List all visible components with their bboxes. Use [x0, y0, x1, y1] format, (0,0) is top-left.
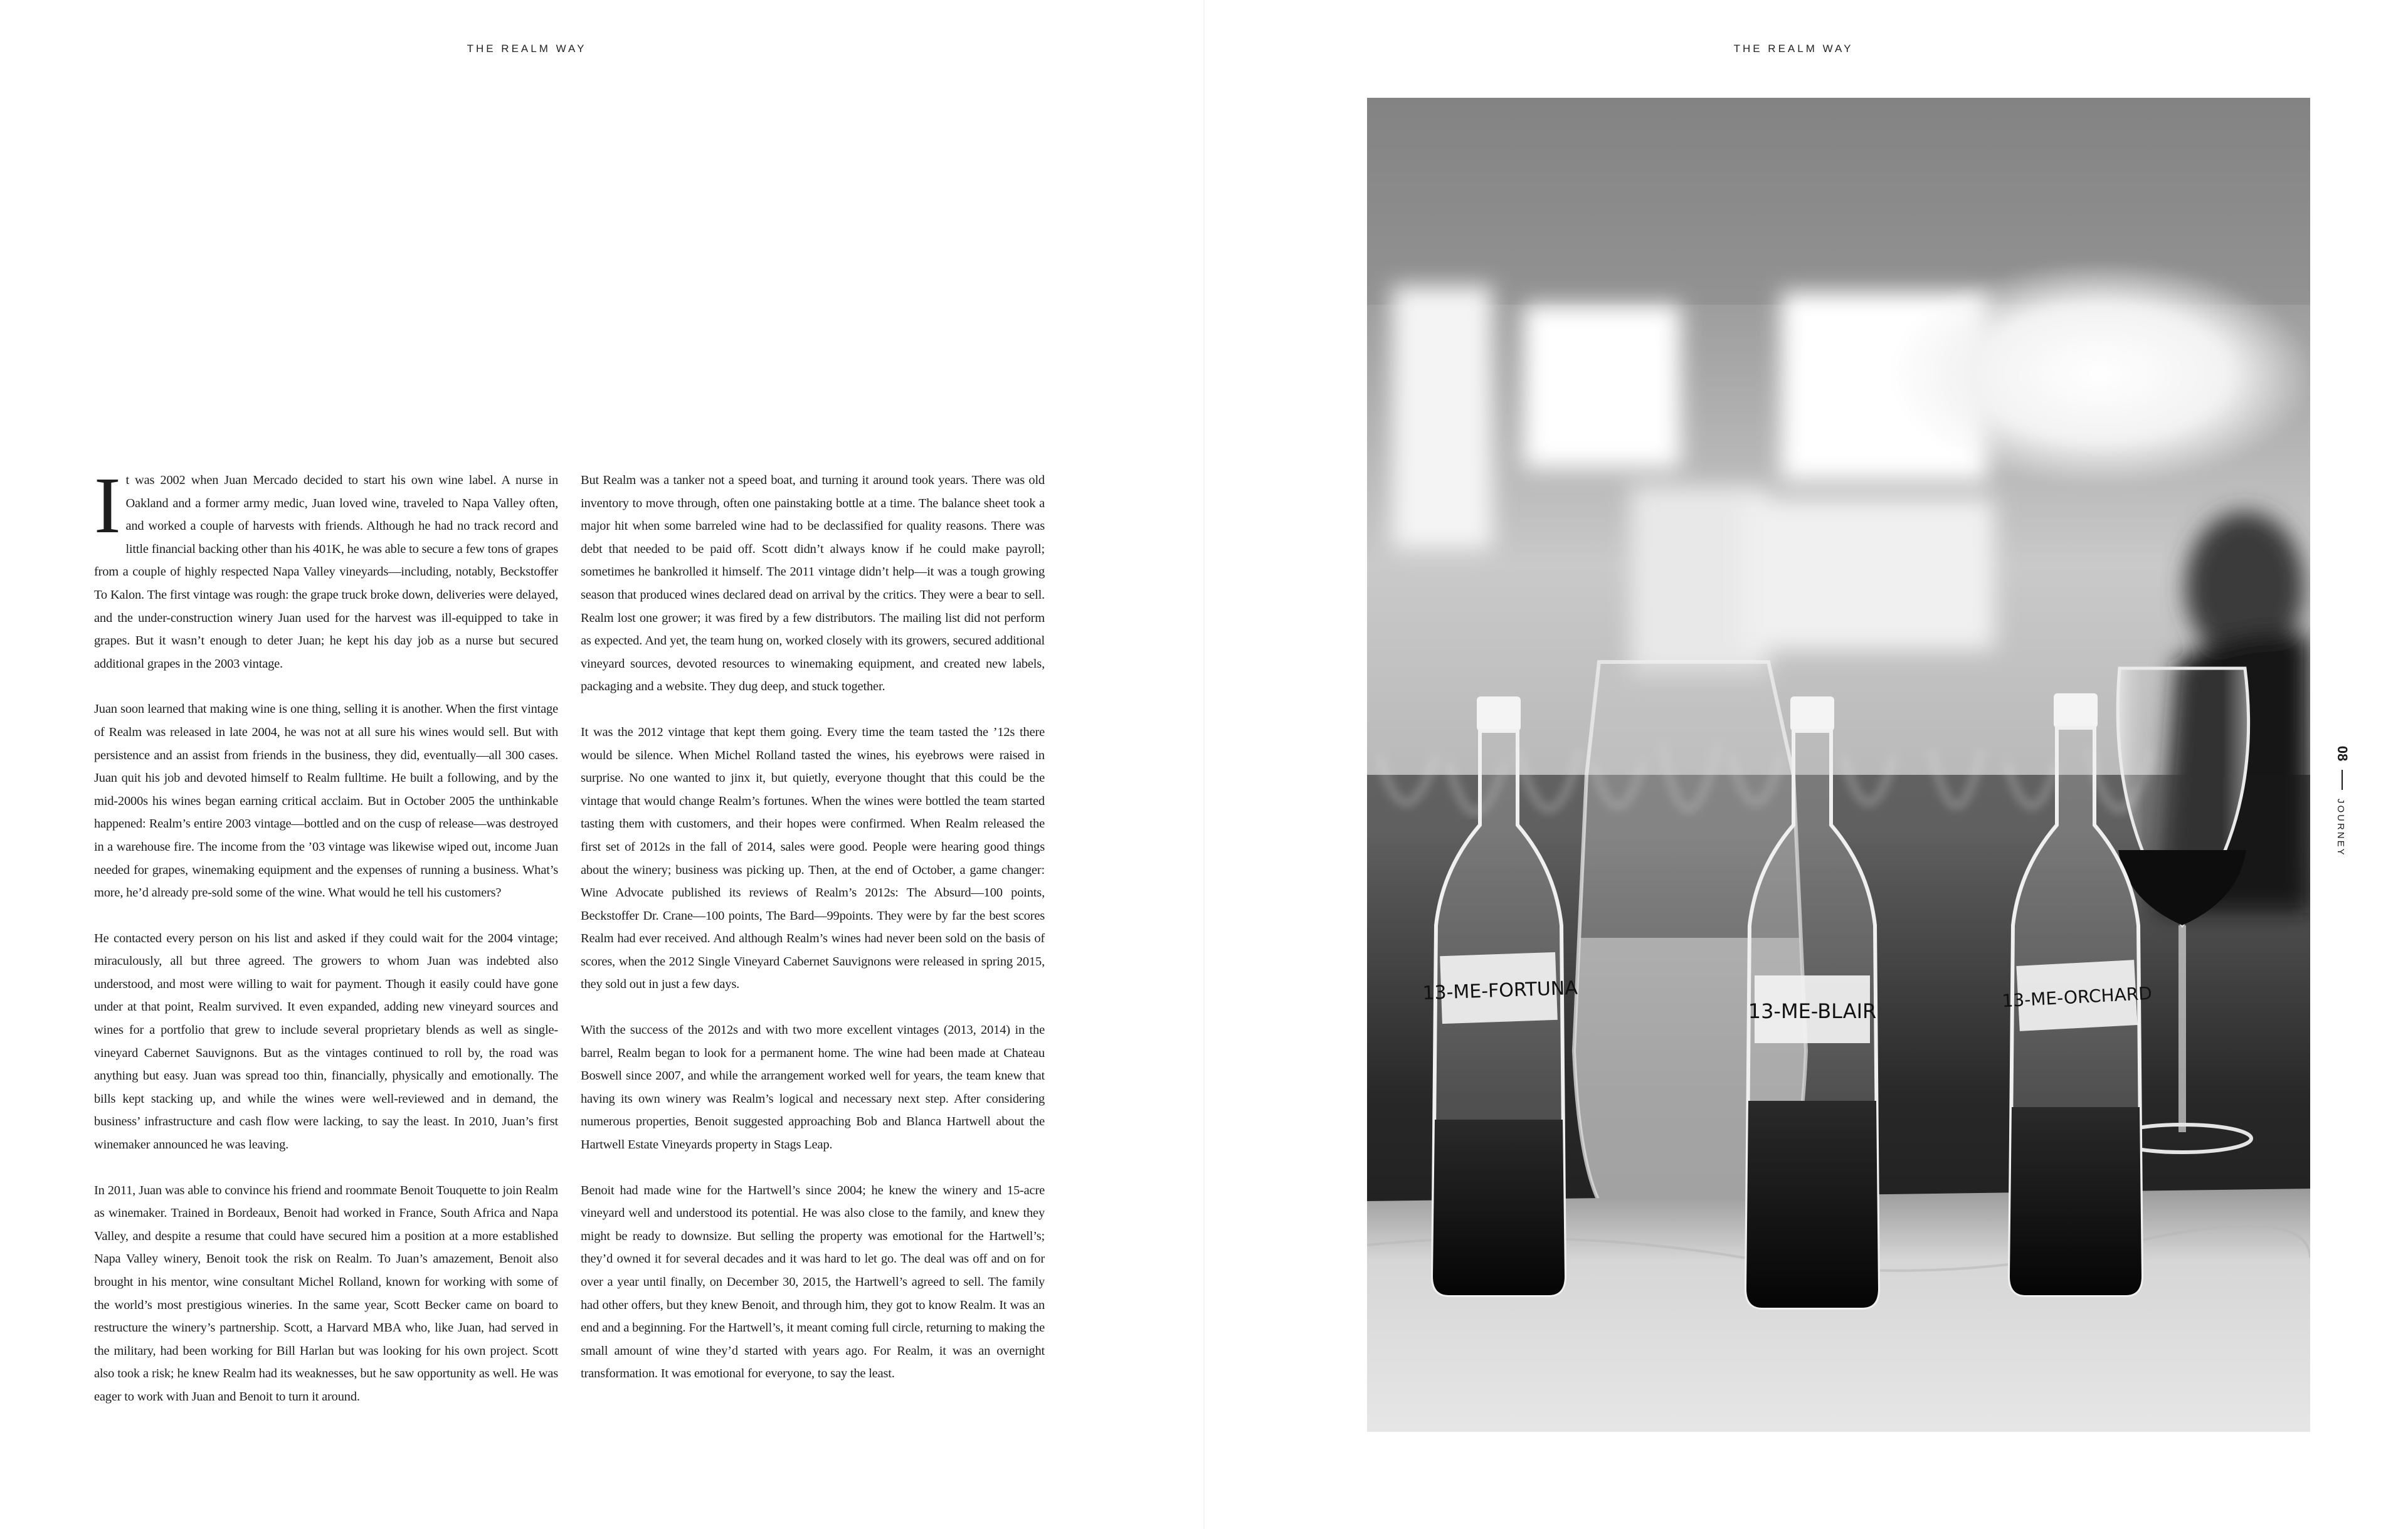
section-label: JOURNEY [2335, 799, 2346, 857]
drop-cap: I [94, 461, 121, 550]
article-paragraph: Benoit had made wine for the Hartwell’s since 2004; he knew the winery and 15-acre vineyard well and understood its potential. He was also close to the family, and knew they might be ready to downsize. But selling the property was emotional for the Hartwell’s; they’d owned it for several decades and it was hard to let go. The deal was off and on for over a year until finally, on December 30, 2015, the Hartwell’s agreed to sell. The family had other offers, but they knew Benoit, and through him, they got to know Realm. It was an end and a beginning. For the Hartwell’s, it meant coming full circle, returning to making the small amount of wine they’d started with years ago. For Realm, it was an overnight transformation. It was emotional for everyone, to say the least. [581, 1183, 1045, 1381]
section-marker [2329, 746, 2357, 859]
bottle-label-blair: 13-ME-BLAIR [1748, 999, 1877, 1023]
article-paragraph: It was the 2012 vintage that kept them going. Every time the team tasted the ’12s there would be silence. When Michel Rolland tasted the wines, his eyebrows were raised in surprise. No one wanted to jinx it, but quietly, everyone thought that this could be the vintage that would change Realm’s fortunes. When the wines were bottled the team started tasting them with customers, and their hopes were confirmed. When Realm released the first set of 2012s in the fall of 2014, sales were good. People were hearing good things about the winery; business was picking up. Then, at the end of October, a game changer: Wine Advocate published its reviews of Realm’s 2012s: The Absurd—100 points, Beckstoffer Dr. Crane—100 points, The Bard—99points. They were by far the best scores Realm had ever received. And although Realm’s wines had never been sold on the basis of scores, when the 2012 Single Vineyard Cabernet Sauvignons were released in spring 2015, they sold out in just a few days. [581, 725, 1045, 992]
article-paragraph: With the success of the 2012s and with two more excellent vintages (2013, 2014) in the barrel, Realm began to look for a permanent home. The wine had been made at Chateau Boswell since 2007, and while the arrangement worked well for years, the team knew that having its own winery was Realm’s logical and necessary next step. After considering numerous properties, Benoit suggested approaching Bob and Blanca Hartwell about the Hartwell Estate Vineyards property in Stags Leap. [581, 1023, 1045, 1152]
bottle-label-fortuna: 13-ME-FORTUNA [1422, 977, 1578, 1005]
page-spine [1203, 0, 1205, 1529]
section-divider [2342, 770, 2343, 790]
article-paragraph: Juan soon learned that making wine is one thing, selling it is another. When the first vintage of Realm was released in late 2004, he was not at all sure his wines would sell. But with persistence and an assist from friends in the business, they did, eventually—all 300 cases. Juan quit his job and devoted himself to Realm fulltime. He built a following, and by the mid-2000s his wines began earning critical acclaim. But in October 2005 the unthinkable happened: Realm’s entire 2003 vintage—bottled and on the cusp of release—was destroyed in a warehouse fire. The income from the ’03 vintage was likewise wiped out, income Juan needed for grapes, winemaking equipment and the expenses of running a business. What’s more, he’d already pre-sold some of the wine. What would he tell his customers? [94, 702, 558, 900]
wine-tasting-photo [1367, 98, 2310, 1432]
article-paragraph: He contacted every person on his list and asked if they could wait for the 2004 vintage; miraculously, all but three agreed. The growers to whom Juan was indebted also understood, and most were willing to wait for payment. Though it easily could have gone under at that point, Realm survived. It even expanded, adding new vineyard sources and wines for a portfolio that grew to include several proprietary blends as well as single-vineyard Cabernet Sauvignons. But as the vintages continued to roll by, the road was anything but easy. Juan was spread too thin, financially, physically and emotionally. The bills kept stacking up, and while the wines were well-reviewed and in demand, the business’ infrastructure and cash flow were lacking, to say the least. In 2010, Juan’s first winemaker announced he was leaving. [94, 931, 558, 1152]
bottle-label-orchard: 13-ME-ORCHARD [2001, 982, 2153, 1012]
running-header-right: THE REALM WAY [1733, 43, 1854, 55]
section-number: 08 [2335, 745, 2350, 762]
paragraph-text: t was 2002 when Juan Mercado decided to start his own wine label. A nurse in Oakland and a former army medic, Juan loved wine, traveled to Napa Valley often, and worked a couple of harvests with friends. Although he had no track record and little financial backing other than his 401K, he was able to secure a few tons of grapes from a couple of highly respected Napa Valley vineyards—including, notably, Beckstoffer To Kalon. The first vintage was rough: the grape truck broke down, deliveries were delayed, and the under-construction winery Juan used for the harvest was ill-equipped to take in grapes. But it wasn’t enough to deter Juan; he kept his day job as a nurse but secured additional grapes in the 2003 vintage. [94, 473, 558, 671]
article-column-1 [94, 461, 558, 1431]
article-paragraph: But Realm was a tanker not a speed boat, and turning it around took years. There was old inventory to move through, often one painstaking bottle at a time. The balance sheet took a major hit when some barreled wine had to be declassified for quality reasons. There was debt that needed to be paid off. Scott didn’t always know if he could make payroll; sometimes he bankrolled it himself. The 2011 vintage didn’t help—it was a tough growing season that produced wines declared dead on arrival by the critics. They were a bear to sell. Realm lost one grower; it was fired by a few distributors. The mailing list did not perform as expected. And yet, the team hung on, worked closely with its growers, secured additional vineyard sources, devoted resources to winemaking equipment, and created new labels, packaging and a website. They dug deep, and stuck together. [581, 473, 1045, 694]
article-paragraph: In 2011, Juan was able to convince his friend and roommate Benoit Touquette to join Realm as winemaker. Trained in Bordeaux, Benoit had worked in France, South Africa and Napa Valley, and despite a resume that could have secured him a position at a more established Napa Valley winery, Benoit took the risk on Realm. To Juan’s amazement, Benoit also brought in his mentor, wine consultant Michel Rolland, known for working with some of the world’s most prestigious wineries. In the same year, Scott Becker came on board to restructure the winery’s partnership. Scott, a Harvard MBA who, like Juan, had served in the military, had been working for Bill Harlan but was looking for his own project. Scott also took a risk; he knew Realm had its weaknesses, but he saw opportunity as well. He was eager to work with Juan and Benoit to turn it around. [94, 1183, 558, 1404]
running-header-left: THE REALM WAY [467, 43, 587, 55]
article-column-2 [581, 469, 1045, 1408]
article-paragraph [94, 461, 558, 675]
